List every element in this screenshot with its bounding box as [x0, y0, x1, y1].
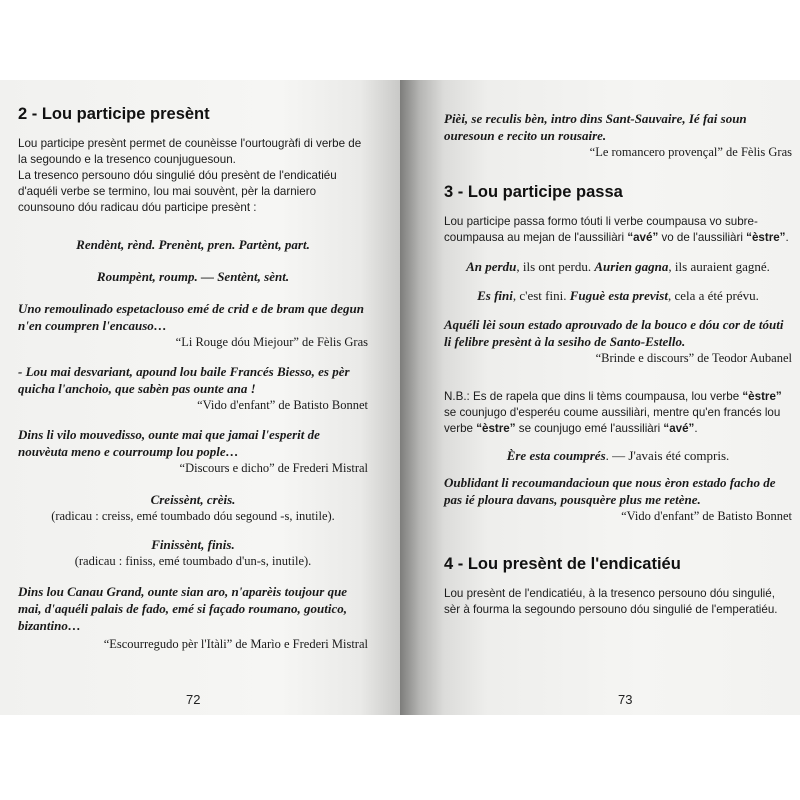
quote-3: Dins li vilo mouvedisso, ounte mai que jamai l'esperit de nouvèuta meno e courroump lou pople… [18, 427, 320, 459]
example-ere-esta: Ère esta coumprés. — J'avais été compris. [506, 448, 730, 463]
source-6: “Vido d'enfant” de Batisto Bonnet [621, 509, 792, 523]
quote-4: Dins lou Canau Grand, ounte sian aro, n'aparèis toujour que mai, d'aquéli palais de fado, emé si façado roumano, goutico, bizantino… [18, 584, 348, 633]
note-finissent: (radicau : finiss, emé toumbado d'un-s, inutile). [74, 554, 312, 568]
example-es-fini: Es fini, c'est fini. Fuguè esta previst, cela a été prévu. [477, 288, 759, 303]
section-title-4: 4 - Lou presènt de l'endicatiéu [444, 555, 681, 573]
example-rendent: Rendènt, rènd. Prenènt, pren. Partènt, part. [76, 237, 310, 252]
example-finissent: Finissènt, finis. [151, 537, 235, 552]
source-2: “Vido d'enfant” de Batisto Bonnet [197, 398, 368, 412]
book-spread [0, 80, 800, 715]
example-creissent: Creissènt, crèis. [150, 492, 236, 507]
source-4: “Escourregudo pèr l'Itàli” de Marìo e Frederi Mistral [103, 637, 368, 651]
right-page [400, 80, 800, 715]
intro-paragraph-4: Lou presènt de l'endicatiéu, à la tresenco persouno dóu singulié, sèr à fourma la segoundo persouno dóu singulié de l'emperatiéu. [444, 587, 778, 616]
example-an-perdu: An perdu, ils ont perdu. Aurien gagna, ils auraient gagné. [466, 259, 770, 274]
quote-5: Aquéli lèi soun estado aprouvado de la bouco e dóu cor de tóuti li felibre presènt à la sesiho de Santo-Estello. [444, 317, 784, 349]
source-top: “Le romancero provençal” de Fèlis Gras [589, 145, 792, 159]
intro-paragraph-2: La tresenco persouno dóu singulié dóu presènt de l'endicatiéu d'aquéli verbe se termino, lou mai souvènt, pèr la darniero counsouno dóu radicau dóu participe presènt : [18, 169, 337, 214]
page-number-left: 72 [186, 692, 201, 707]
quote-6: Oublidant li recoumandacioun que nous èron estado facho de pas ié ploura davans, pousquère plus me retène. [444, 475, 776, 507]
source-1: “Li Rouge dóu Miejour” de Fèlis Gras [175, 335, 368, 349]
nb-paragraph: N.B.: Es de rapela que dins li tèms coumpausa, lou verbe “èstre” se counjugo d'esperéu coume aussiliàri, mentre qu'en francés lou verbe “èstre” se counjugo emé l'aussiliàri “avé”. [444, 390, 782, 435]
note-creissent: (radicau : creiss, emé toumbado dóu segound -s, inutile). [51, 509, 335, 523]
quote-1: Uno remoulinado espetaclouso emé de crid e de bram que degun n'en coumpren l'encauso… [18, 301, 364, 333]
section-title-3: 3 - Lou participe passa [444, 183, 623, 201]
page-number-right: 73 [618, 692, 633, 707]
quote-top: Pièi, se reculis bèn, intro dins Sant-Sauvaire, Ié fai soun ouresoun e recito un rousaire. [444, 111, 747, 143]
intro-paragraph-1: Lou participe presènt permet de counèisse l'ourtougràfi di verbe de la segoundo e la tresenco counjuguesoun. [18, 137, 362, 166]
source-3: “Discours e dicho” de Frederi Mistral [179, 461, 368, 475]
quote-2: - Lou mai desvariant, apound lou baile Francés Biesso, es pèr quicha l'anchoio, que sabèn pas ounte ana ! [18, 364, 350, 396]
intro-paragraph-3: Lou participe passa formo tóuti li verbe coumpausa vo subre-coumpausa au mejan de l'aussiliàri “avé” vo de l'aussiliàri “èstre”. [444, 215, 789, 244]
source-5: “Brinde e discours” de Teodor Aubanel [595, 351, 792, 365]
example-roumpent: Roumpènt, roump. — Sentènt, sènt. [96, 269, 290, 284]
section-title-2: 2 - Lou participe presènt [18, 105, 210, 123]
left-page [0, 80, 400, 715]
